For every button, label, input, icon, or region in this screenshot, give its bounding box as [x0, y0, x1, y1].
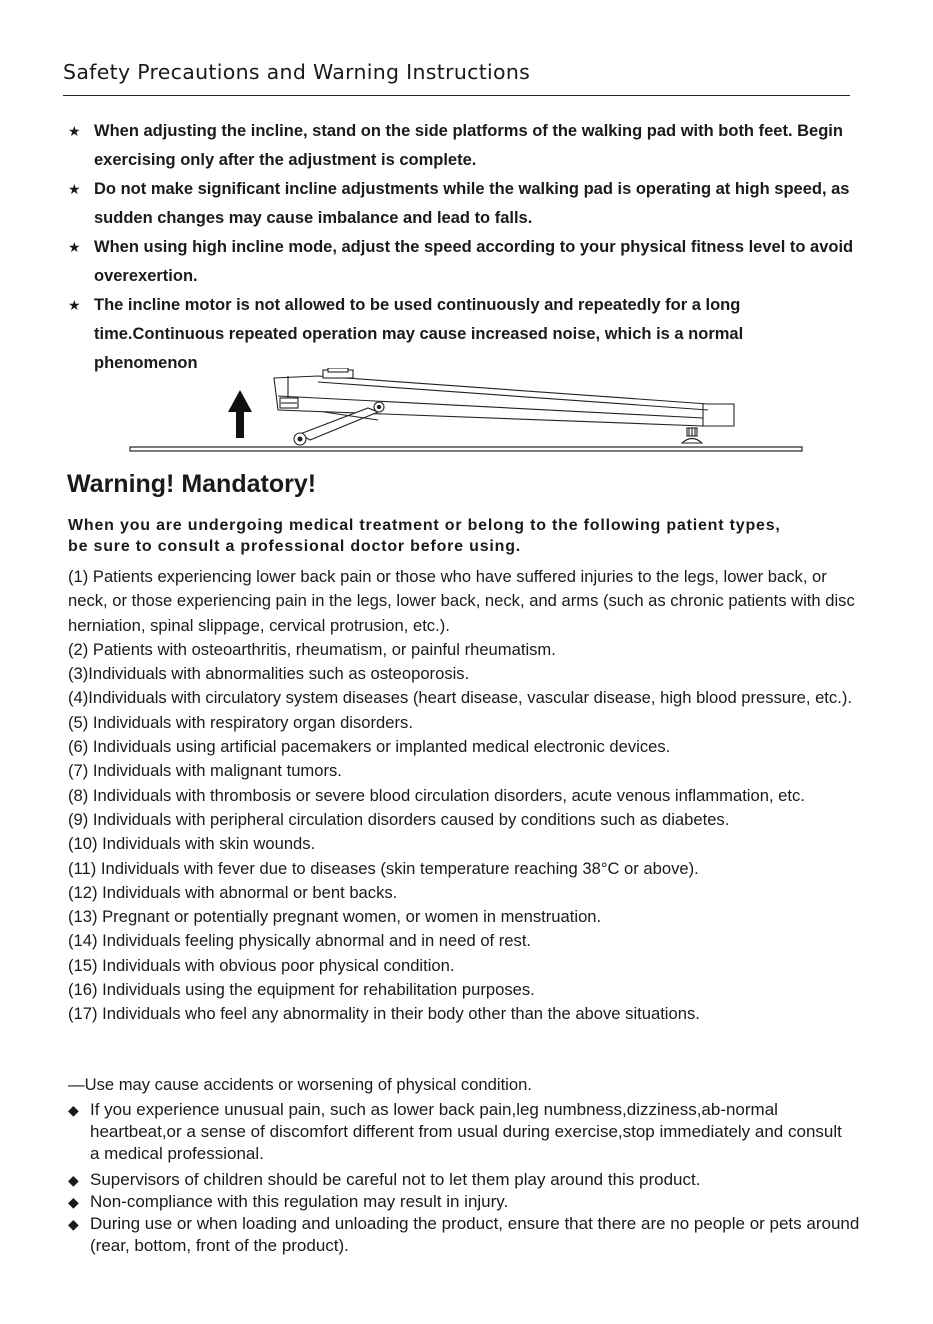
- notice-line: When you are undergoing medical treatment or belong to the following patient types,: [68, 517, 781, 534]
- list-item: (10) Individuals with skin wounds.: [68, 834, 316, 854]
- list-item: (13) Pregnant or potentially pregnant women, or women in menstruation.: [68, 907, 602, 927]
- incline-safety-list: [68, 117, 868, 378]
- diamond-icon: ◆: [68, 1102, 79, 1118]
- list-item: ◆ Non-compliance with this regulation may result in injury.: [68, 1192, 509, 1211]
- section-divider: [63, 95, 850, 96]
- list-item: ◆ Supervisors of children should be careful not to let them play around this product.: [68, 1170, 701, 1189]
- list-item: ◆ If you experience unusual pain, such as lower back pain,leg numbness,dizziness,ab-normal heartbeat,or a sense of discomfort different from usual during exercise,stop immediately and consult a medical professional.: [68, 1100, 842, 1163]
- list-item: ★ The incline motor is not allowed to be used continuously and repeatedly for a long time.Continuous repeated operation may cause increased noise, which is a normal phenomenon: [68, 291, 868, 377]
- notice-line: be sure to consult a professional doctor before using.: [68, 538, 522, 555]
- list-item: ★ When adjusting the incline, stand on the side platforms of the walking pad with both feet. Begin exercising only after the adjustment is complete.: [68, 117, 868, 175]
- diamond-icon: ◆: [68, 1172, 79, 1188]
- list-item: (1) Patients experiencing lower back pain or those who have suffered injuries to the legs, lower back, or neck, or those experiencing pain in the legs, lower back, neck, and arms (such as chronic patients with disc herniation, spinal slippage, cervical protrusion, etc.).: [68, 567, 855, 635]
- list-item: (14) Individuals feeling physically abnormal and in need of rest.: [68, 931, 532, 951]
- star-icon: ★: [68, 180, 81, 197]
- section-title: Safety Precautions and Warning Instructions: [63, 60, 531, 84]
- additional-warnings-list: [68, 1099, 868, 1257]
- list-item: ◆ During use or when loading and unloading the product, ensure that there are no people or pets around (rear, bottom, front of the product).: [68, 1214, 860, 1255]
- list-item: (17) Individuals who feel any abnormality in their body other than the above situations.: [68, 1004, 700, 1024]
- diamond-icon: ◆: [68, 1194, 79, 1210]
- list-item: (16) Individuals using the equipment for rehabilitation purposes.: [68, 980, 535, 1000]
- diamond-icon: ◆: [68, 1216, 79, 1232]
- list-item: (15) Individuals with obvious poor physical condition.: [68, 955, 455, 975]
- star-icon: ★: [68, 123, 81, 139]
- star-icon: ★: [68, 238, 81, 255]
- floor-line: [130, 447, 802, 451]
- consequence-note: —Use may cause accidents or worsening of physical condition.: [68, 1075, 532, 1094]
- list-item: (3)Individuals with abnormalities such as osteoporosis.: [68, 664, 470, 684]
- list-item: (9) Individuals with peripheral circulation disorders caused by conditions such as diabetes.: [68, 809, 730, 829]
- patient-types-list: [68, 565, 868, 1027]
- list-item: ★ Do not make significant incline adjustments while the walking pad is operating at high speed, as sudden changes may cause imbalance and lead to falls.: [68, 175, 868, 233]
- warning-title: Warning! Mandatory!: [67, 470, 317, 498]
- list-item: ★ When using high incline mode, adjust the speed according to your physical fitness level to avoid overexertion.: [68, 233, 868, 291]
- list-item: (5) Individuals with respiratory organ disorders.: [68, 712, 413, 732]
- list-item: (12) Individuals with abnormal or bent backs.: [68, 882, 398, 902]
- list-item: (11) Individuals with fever due to diseases (skin temperature reaching 38°C or above).: [68, 858, 699, 878]
- up-arrow-icon: [228, 390, 252, 438]
- walking-pad-side-view-icon: [274, 368, 734, 445]
- incline-diagram: [128, 368, 808, 456]
- list-item: (7) Individuals with malignant tumors.: [68, 761, 342, 781]
- list-item: (6) Individuals using artificial pacemakers or implanted medical electronic devices.: [68, 737, 671, 757]
- star-icon: ★: [68, 296, 81, 313]
- consult-doctor-notice: [68, 515, 868, 557]
- list-item: (4)Individuals with circulatory system diseases (heart disease, vascular disease, high blood pressure, etc.).: [68, 688, 852, 708]
- list-item: (8) Individuals with thrombosis or severe blood circulation disorders, acute venous inflammation, etc.: [68, 785, 805, 805]
- list-item: (2) Patients with osteoarthritis, rheumatism, or painful rheumatism.: [68, 639, 556, 659]
